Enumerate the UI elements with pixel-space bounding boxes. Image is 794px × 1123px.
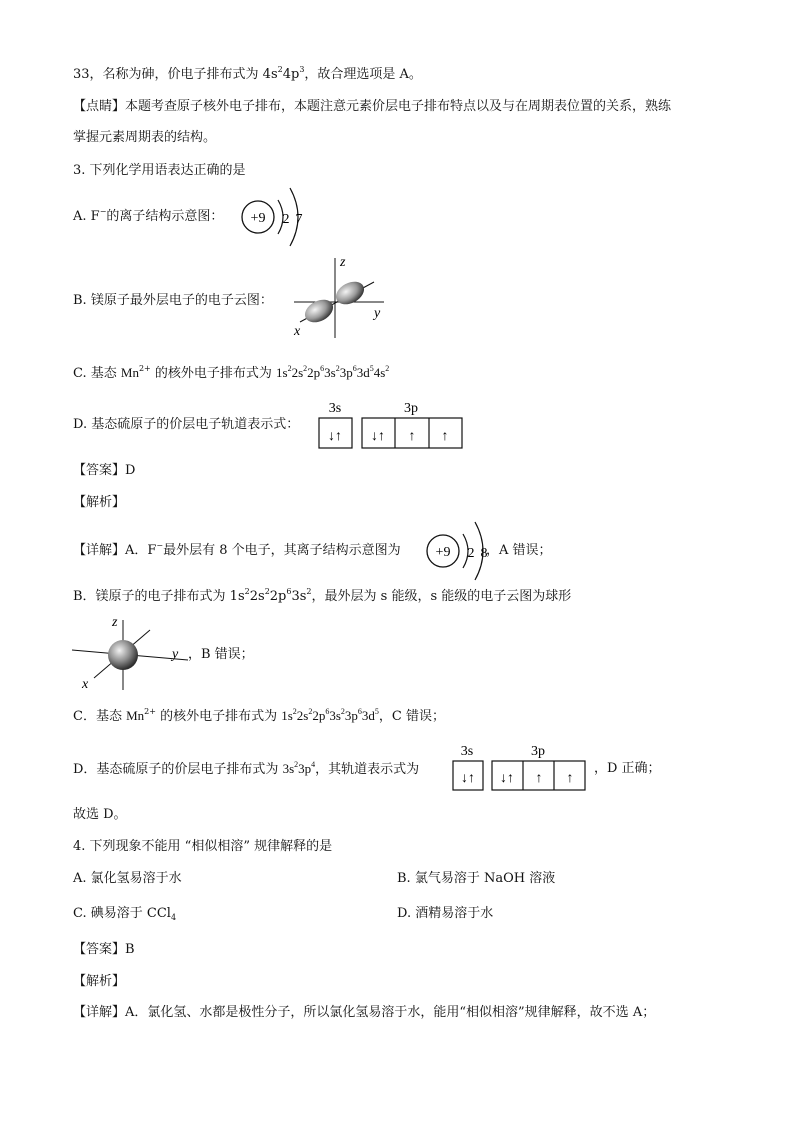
svg-text:↑: ↑ xyxy=(441,429,449,444)
q3-explain-b-tail: ，B 错误； xyxy=(188,647,254,662)
config-orbital: 2s xyxy=(296,708,309,723)
q3-explain-b: B．镁原子的电子排布式为 $1s^22s^22p^63s^2$，最外层为 s 能级，s 能级的电子云图为球形 xyxy=(73,587,572,604)
svg-text:z: z xyxy=(340,255,346,270)
q4-option-a: A. 氯化氢易溶于水 xyxy=(73,871,182,886)
svg-text:3p: 3p xyxy=(531,744,545,759)
shell-1-electrons: 2 xyxy=(282,212,290,227)
sulfur-valence-config xyxy=(283,761,316,776)
fluoride-ion-structure-diagram xyxy=(238,186,308,248)
svg-text:↓↑: ↓↑ xyxy=(461,771,475,786)
fluoride-ion-correct-diagram xyxy=(423,520,493,582)
q4-option-d: D. 酒精易溶于水 xyxy=(397,906,494,921)
config-orbital: 3d xyxy=(356,365,370,380)
config-count: 6 xyxy=(352,364,357,373)
config-count: 2 xyxy=(294,760,299,769)
q3-conclusion: 故选 D。 xyxy=(73,807,127,822)
q4-analysis-heading: 【解析】 xyxy=(73,974,126,989)
q3-option-b: B. 镁原子最外层电子的电子云图： xyxy=(73,293,273,308)
config-count: 2 xyxy=(287,364,292,373)
nucleus-charge: +9 xyxy=(250,211,266,226)
config-count: 2 xyxy=(292,707,297,716)
config-orbital: 3s xyxy=(282,761,295,776)
svg-text:3p: 3p xyxy=(404,401,418,416)
svg-text:y: y xyxy=(172,647,179,662)
sulfur-orbital-diagram xyxy=(318,398,464,450)
q3-option-c: C. 基态 $Mn^{2+}$ 的核外电子排布式为 $1s^22s^22p^63s^23p^63d^54s^2$ xyxy=(73,364,390,381)
config-count: 2 xyxy=(335,364,340,373)
config-count: 6 xyxy=(325,707,330,716)
svg-text:↑: ↑ xyxy=(408,429,416,444)
config-orbital: 1s xyxy=(276,365,288,380)
q4-option-b: B. 氯气易溶于 NaOH 溶液 xyxy=(397,871,556,886)
config-orbital: 3s xyxy=(324,365,336,380)
question-4-stem: 4. 下列现象不能用 “相似相溶” 规律解释的是 xyxy=(73,839,333,854)
config-count: 6 xyxy=(357,707,362,716)
prev-answer-line: 33，名称为砷，价电子排布式为 $4s^24p^3$，故合理选项是 A。 xyxy=(73,65,422,82)
svg-text:↓↑: ↓↑ xyxy=(371,429,385,444)
config-count: 2 xyxy=(308,707,313,716)
config-orbital: 3d xyxy=(361,708,375,723)
svg-text:x: x xyxy=(294,324,301,339)
svg-text:+9: +9 xyxy=(435,545,451,560)
sulfur-orbital-correct-diagram xyxy=(452,742,588,792)
mn-electron-config xyxy=(276,365,389,380)
config-count: 5 xyxy=(374,707,379,716)
svg-text:z: z xyxy=(112,615,118,630)
q3-explain-c: C．基态 $Mn^{2+}$ 的核外电子排布式为 $1s^22s^22p^63s^23p^63d^5$，C 错误； xyxy=(73,707,445,724)
svg-text:3s: 3s xyxy=(460,744,474,759)
s-orbital-sphere-diagram xyxy=(70,614,200,692)
svg-text:y: y xyxy=(374,306,381,321)
q4-explain-a: 【详解】A．氯化氢、水都是极性分子，所以氯化氢易溶于水，能用“相似相溶”规律解释，故不选 A； xyxy=(73,1005,656,1020)
config-count: 5 xyxy=(369,364,374,373)
svg-text:↑: ↑ xyxy=(566,771,574,786)
q3-analysis-heading: 【解析】 xyxy=(73,495,126,510)
config-orbital: 2p xyxy=(307,365,321,380)
svg-text:8: 8 xyxy=(480,546,488,561)
config-count: 2 xyxy=(385,364,390,373)
mn-correct-config xyxy=(281,708,379,723)
q3-explain-a-tail: ，A 错误； xyxy=(486,543,552,558)
svg-text:2: 2 xyxy=(467,546,475,561)
config-count: 6 xyxy=(320,364,325,373)
config-orbital: 1s xyxy=(281,708,293,723)
svg-text:x: x xyxy=(82,677,89,692)
config-orbital: 3p xyxy=(298,761,312,776)
svg-text:↑: ↑ xyxy=(535,771,543,786)
question-3-stem: 3. 下列化学用语表达正确的是 xyxy=(73,163,246,178)
q3-explain-a: 【详解】A．F−最外层有 8 个电子，其离子结构示意图为 xyxy=(73,541,401,558)
dianjing-line-2: 掌握元素周期表的结构。 xyxy=(73,130,217,145)
p-orbital-cloud-diagram xyxy=(288,252,388,340)
config-count: 2 xyxy=(340,707,345,716)
q4-option-c: C. 碘易溶于 CCl$_4$ xyxy=(73,906,177,922)
q3-explain-d-tail: ，D 正确； xyxy=(594,761,661,776)
q3-explain-d: D．基态硫原子的价层电子排布式为 $3s^23p^4$，其轨道表示式为 xyxy=(73,760,420,777)
config-orbital: 2p xyxy=(312,708,326,723)
config-orbital: 4s xyxy=(373,365,386,380)
config-orbital: 2s xyxy=(291,365,304,380)
q3-option-d: D. 基态硫原子的价层电子轨道表示式： xyxy=(73,417,300,432)
config-orbital: 3s xyxy=(329,708,341,723)
svg-text:3s: 3s xyxy=(328,401,342,416)
config-count: 4 xyxy=(311,760,316,769)
shell-2-electrons: 7 xyxy=(295,212,303,227)
dianjing-line-1: 【点睛】本题考查原子核外电子排布，本题注意元素价层电子排布特点以及与在周期表位置的关系，熟练 xyxy=(73,99,672,114)
svg-text:↓↑: ↓↑ xyxy=(500,771,514,786)
config-orbital: 3p xyxy=(339,365,353,380)
config-orbital: 3p xyxy=(344,708,358,723)
config-count: 2 xyxy=(303,364,308,373)
q4-answer: 【答案】B xyxy=(73,942,135,957)
q3-option-a: A. F−的离子结构示意图： xyxy=(73,207,224,224)
svg-text:↓↑: ↓↑ xyxy=(328,429,342,444)
q3-answer: 【答案】D xyxy=(73,463,136,478)
